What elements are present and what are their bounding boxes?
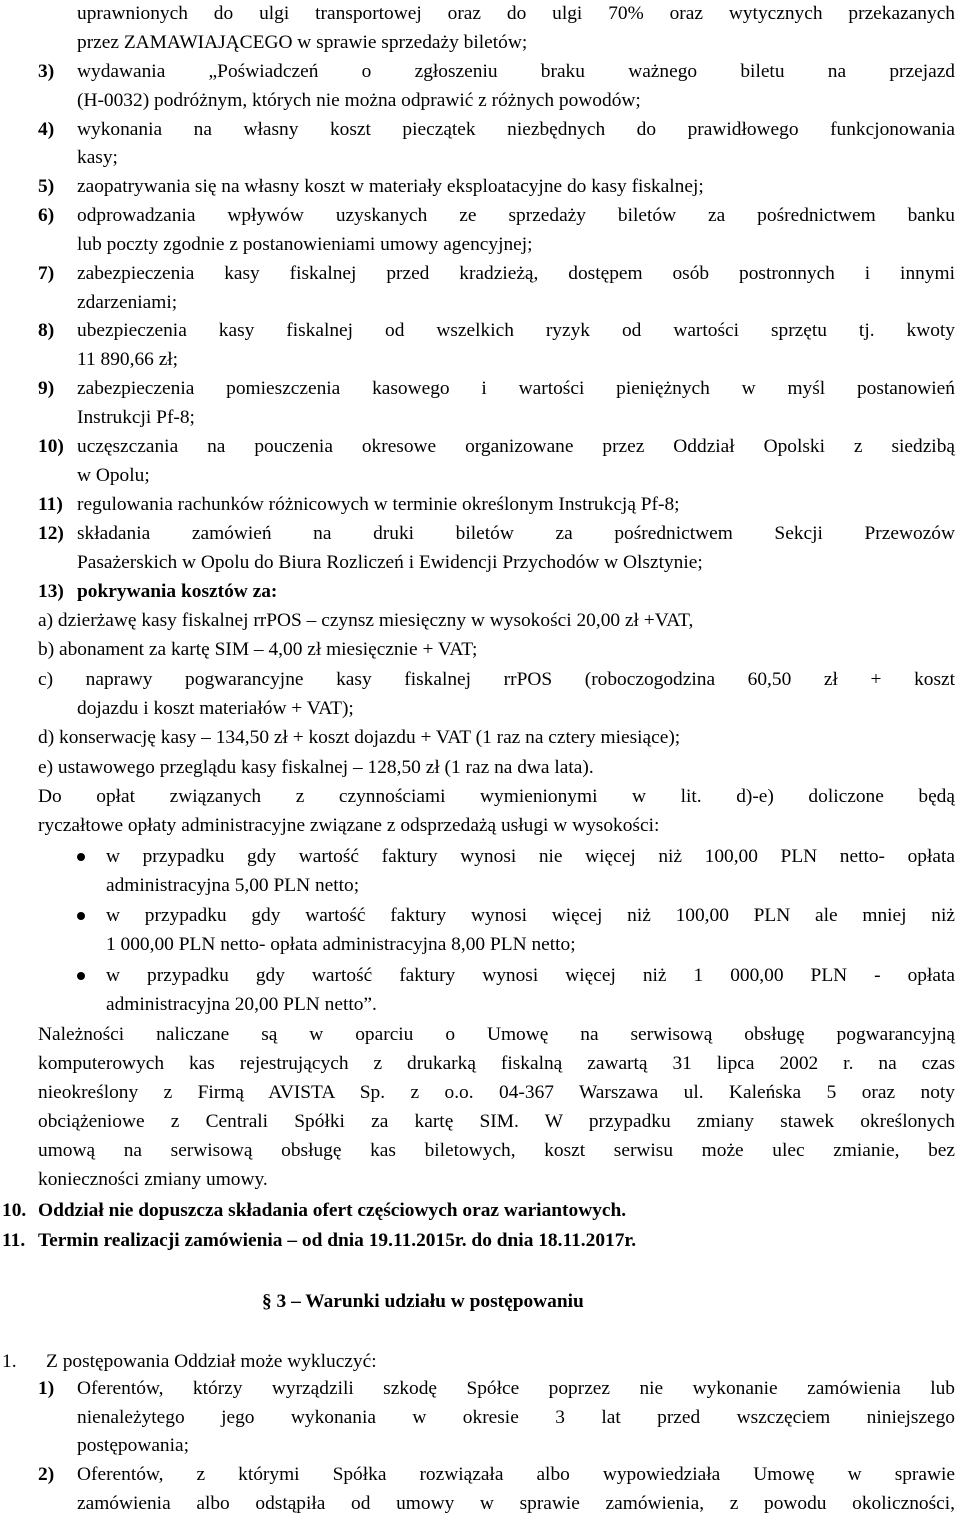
text-line: regulowania rachunków różnicowych w terminie określonym Instrukcją Pf-8; bbox=[77, 493, 680, 515]
text-line: b) abonament za kartę SIM – 4,00 zł miesięcznie + VAT; bbox=[38, 638, 478, 660]
list-number: 11. bbox=[2, 1229, 26, 1251]
text-line: Oferentów, z którymi Spółka rozwiązała albo wypowiedziała Umowę w sprawie bbox=[77, 1463, 955, 1485]
text-line: 11 890,66 zł; bbox=[77, 348, 179, 370]
text-line: zamówienia albo odstąpiła od umowy w sprawie zamówienia, z powodu okoliczności, bbox=[77, 1492, 955, 1514]
text-line: w przypadku gdy wartość faktury wynosi więcej niż 1 000,00 PLN - opłata bbox=[106, 964, 955, 986]
text-line: uczęszczania na pouczenia okresowe organizowane przez Oddział Opolski z siedzibą bbox=[77, 435, 955, 457]
list-number: 7) bbox=[38, 262, 55, 284]
text-line: administracyjna 5,00 PLN netto; bbox=[106, 874, 360, 896]
bullet-icon bbox=[77, 972, 85, 980]
list-number: 13) bbox=[38, 580, 64, 602]
text-line: obciążeniowe z Centrali Spółki za kartę SIM. W przypadku zmiany stawek określonych bbox=[38, 1110, 955, 1132]
text-line: umową na serwisową obsługę kas biletowych, koszt serwisu może ulec zmianie, bez bbox=[38, 1139, 955, 1161]
text-line: Instrukcji Pf-8; bbox=[77, 406, 195, 428]
list-number: 12) bbox=[38, 522, 64, 544]
text-line: c) naprawy pogwarancyjne kasy fiskalnej rrPOS (roboczogodzina 60,50 zł + koszt bbox=[38, 668, 955, 690]
text-line: Pasażerskich w Opolu do Biura Rozliczeń i Ewidencji Przychodów w Olsztynie; bbox=[77, 551, 703, 573]
bullet-icon bbox=[77, 853, 85, 861]
list-number: 5) bbox=[38, 175, 55, 197]
text-line: d) konserwację kasy – 134,50 zł + koszt dojazdu + VAT (1 raz na cztery miesiące); bbox=[38, 726, 681, 748]
text-line: w przypadku gdy wartość faktury wynosi nie więcej niż 100,00 PLN netto- opłata bbox=[106, 845, 955, 867]
list-number: 10) bbox=[38, 435, 64, 457]
text-line: zdarzeniami; bbox=[77, 291, 178, 313]
text-line: odprowadzania wpływów uzyskanych ze sprzedaży biletów za pośrednictwem banku bbox=[77, 204, 955, 226]
text-line: Do opłat związanych z czynnościami wymienionymi w lit. d)-e) doliczone będą bbox=[38, 785, 955, 807]
text-line: postępowania; bbox=[77, 1434, 190, 1456]
text-line: zabezpieczenia pomieszczenia kasowego i wartości pieniężnych w myśl postanowień bbox=[77, 377, 955, 399]
text-line: a) dzierżawę kasy fiskalnej rrPOS – czynsz miesięczny w wysokości 20,00 zł +VAT, bbox=[38, 609, 694, 631]
list-number: 9) bbox=[38, 377, 55, 399]
list-number: 4) bbox=[38, 118, 55, 140]
text-line: Termin realizacji zamówienia – od dnia 19.11.2015r. do dnia 18.11.2017r. bbox=[38, 1229, 637, 1251]
text-line: 1 000,00 PLN netto- opłata administracyjna 8,00 PLN netto; bbox=[106, 933, 576, 955]
text-line: lub poczty zgodnie z postanowieniami umowy agencyjnej; bbox=[77, 233, 533, 255]
text-line: konieczności zmiany umowy. bbox=[38, 1168, 268, 1190]
text-line: w przypadku gdy wartość faktury wynosi więcej niż 100,00 PLN ale mniej niż bbox=[106, 904, 955, 926]
text-line: uprawnionych do ulgi transportowej oraz do ulgi 70% oraz wytycznych przekazanych bbox=[77, 2, 955, 24]
text-line: ryczałtowe opłaty administracyjne związane z odsprzedażą usługi w wysokości: bbox=[38, 814, 660, 836]
text-line: dojazdu i koszt materiałów + VAT); bbox=[77, 697, 354, 719]
text-line: składania zamówień na druki biletów za pośrednictwem Sekcji Przewozów bbox=[77, 522, 955, 544]
text-line: nieokreślony z Firmą AVISTA Sp. z o.o. 04-367 Warszawa ul. Kaleńska 5 oraz noty bbox=[38, 1081, 955, 1103]
text-line: pokrywania kosztów za: bbox=[77, 580, 278, 602]
text-line: wykonania na własny koszt pieczątek niezbędnych do prawidłowego funkcjonowania bbox=[77, 118, 955, 140]
list-number: 2) bbox=[38, 1463, 55, 1485]
list-number: 1) bbox=[38, 1377, 55, 1399]
text-line: Oddział nie dopuszcza składania ofert częściowych oraz wariantowych. bbox=[38, 1199, 627, 1221]
text-line: Należności naliczane są w oparciu o Umowę na serwisową obsługę pogwarancyjną bbox=[38, 1023, 955, 1045]
text-line: nienależytego jego wykonania w okresie 3 lat przed wszczęciem niniejszego bbox=[77, 1406, 955, 1428]
list-number: 11) bbox=[38, 493, 63, 515]
text-line: administracyjna 20,00 PLN netto”. bbox=[106, 993, 377, 1015]
list-number: 6) bbox=[38, 204, 55, 226]
list-number: 3) bbox=[38, 60, 55, 82]
text-line: zaopatrywania się na własny koszt w materiały eksploatacyjne do kasy fiskalnej; bbox=[77, 175, 704, 197]
text-line: wydawania „Poświadczeń o zgłoszeniu braku ważnego biletu na przejazd bbox=[77, 60, 955, 82]
list-number: 8) bbox=[38, 319, 55, 341]
text-line: zabezpieczenia kasy fiskalnej przed kradzieżą, dostępem osób postronnych i innymi bbox=[77, 262, 955, 284]
list-number: 1. bbox=[2, 1350, 17, 1372]
bullet-icon bbox=[77, 912, 85, 920]
text-line: kasy; bbox=[77, 146, 118, 168]
text-line: § 3 – Warunki udziału w postępowaniu bbox=[262, 1290, 584, 1312]
text-line: w Opolu; bbox=[77, 464, 150, 486]
text-line: e) ustawowego przeglądu kasy fiskalnej – 128,50 zł (1 raz na dwa lata). bbox=[38, 756, 594, 778]
text-line: (H-0032) podróżnym, których nie można odprawić z różnych powodów; bbox=[77, 89, 641, 111]
text-line: przez ZAMAWIAJĄCEGO w sprawie sprzedaży biletów; bbox=[77, 31, 528, 53]
text-line: ubezpieczenia kasy fiskalnej od wszelkich ryzyk od wartości sprzętu tj. kwoty bbox=[77, 319, 955, 341]
text-line: Z postępowania Oddział może wykluczyć: bbox=[46, 1350, 377, 1372]
list-number: 10. bbox=[2, 1199, 27, 1221]
text-line: Oferentów, którzy wyrządzili szkodę Spółce poprzez nie wykonanie zamówienia lub bbox=[77, 1377, 955, 1399]
text-line: komputerowych kas rejestrujących z drukarką fiskalną zawartą 31 lipca 2002 r. na czas bbox=[38, 1052, 955, 1074]
